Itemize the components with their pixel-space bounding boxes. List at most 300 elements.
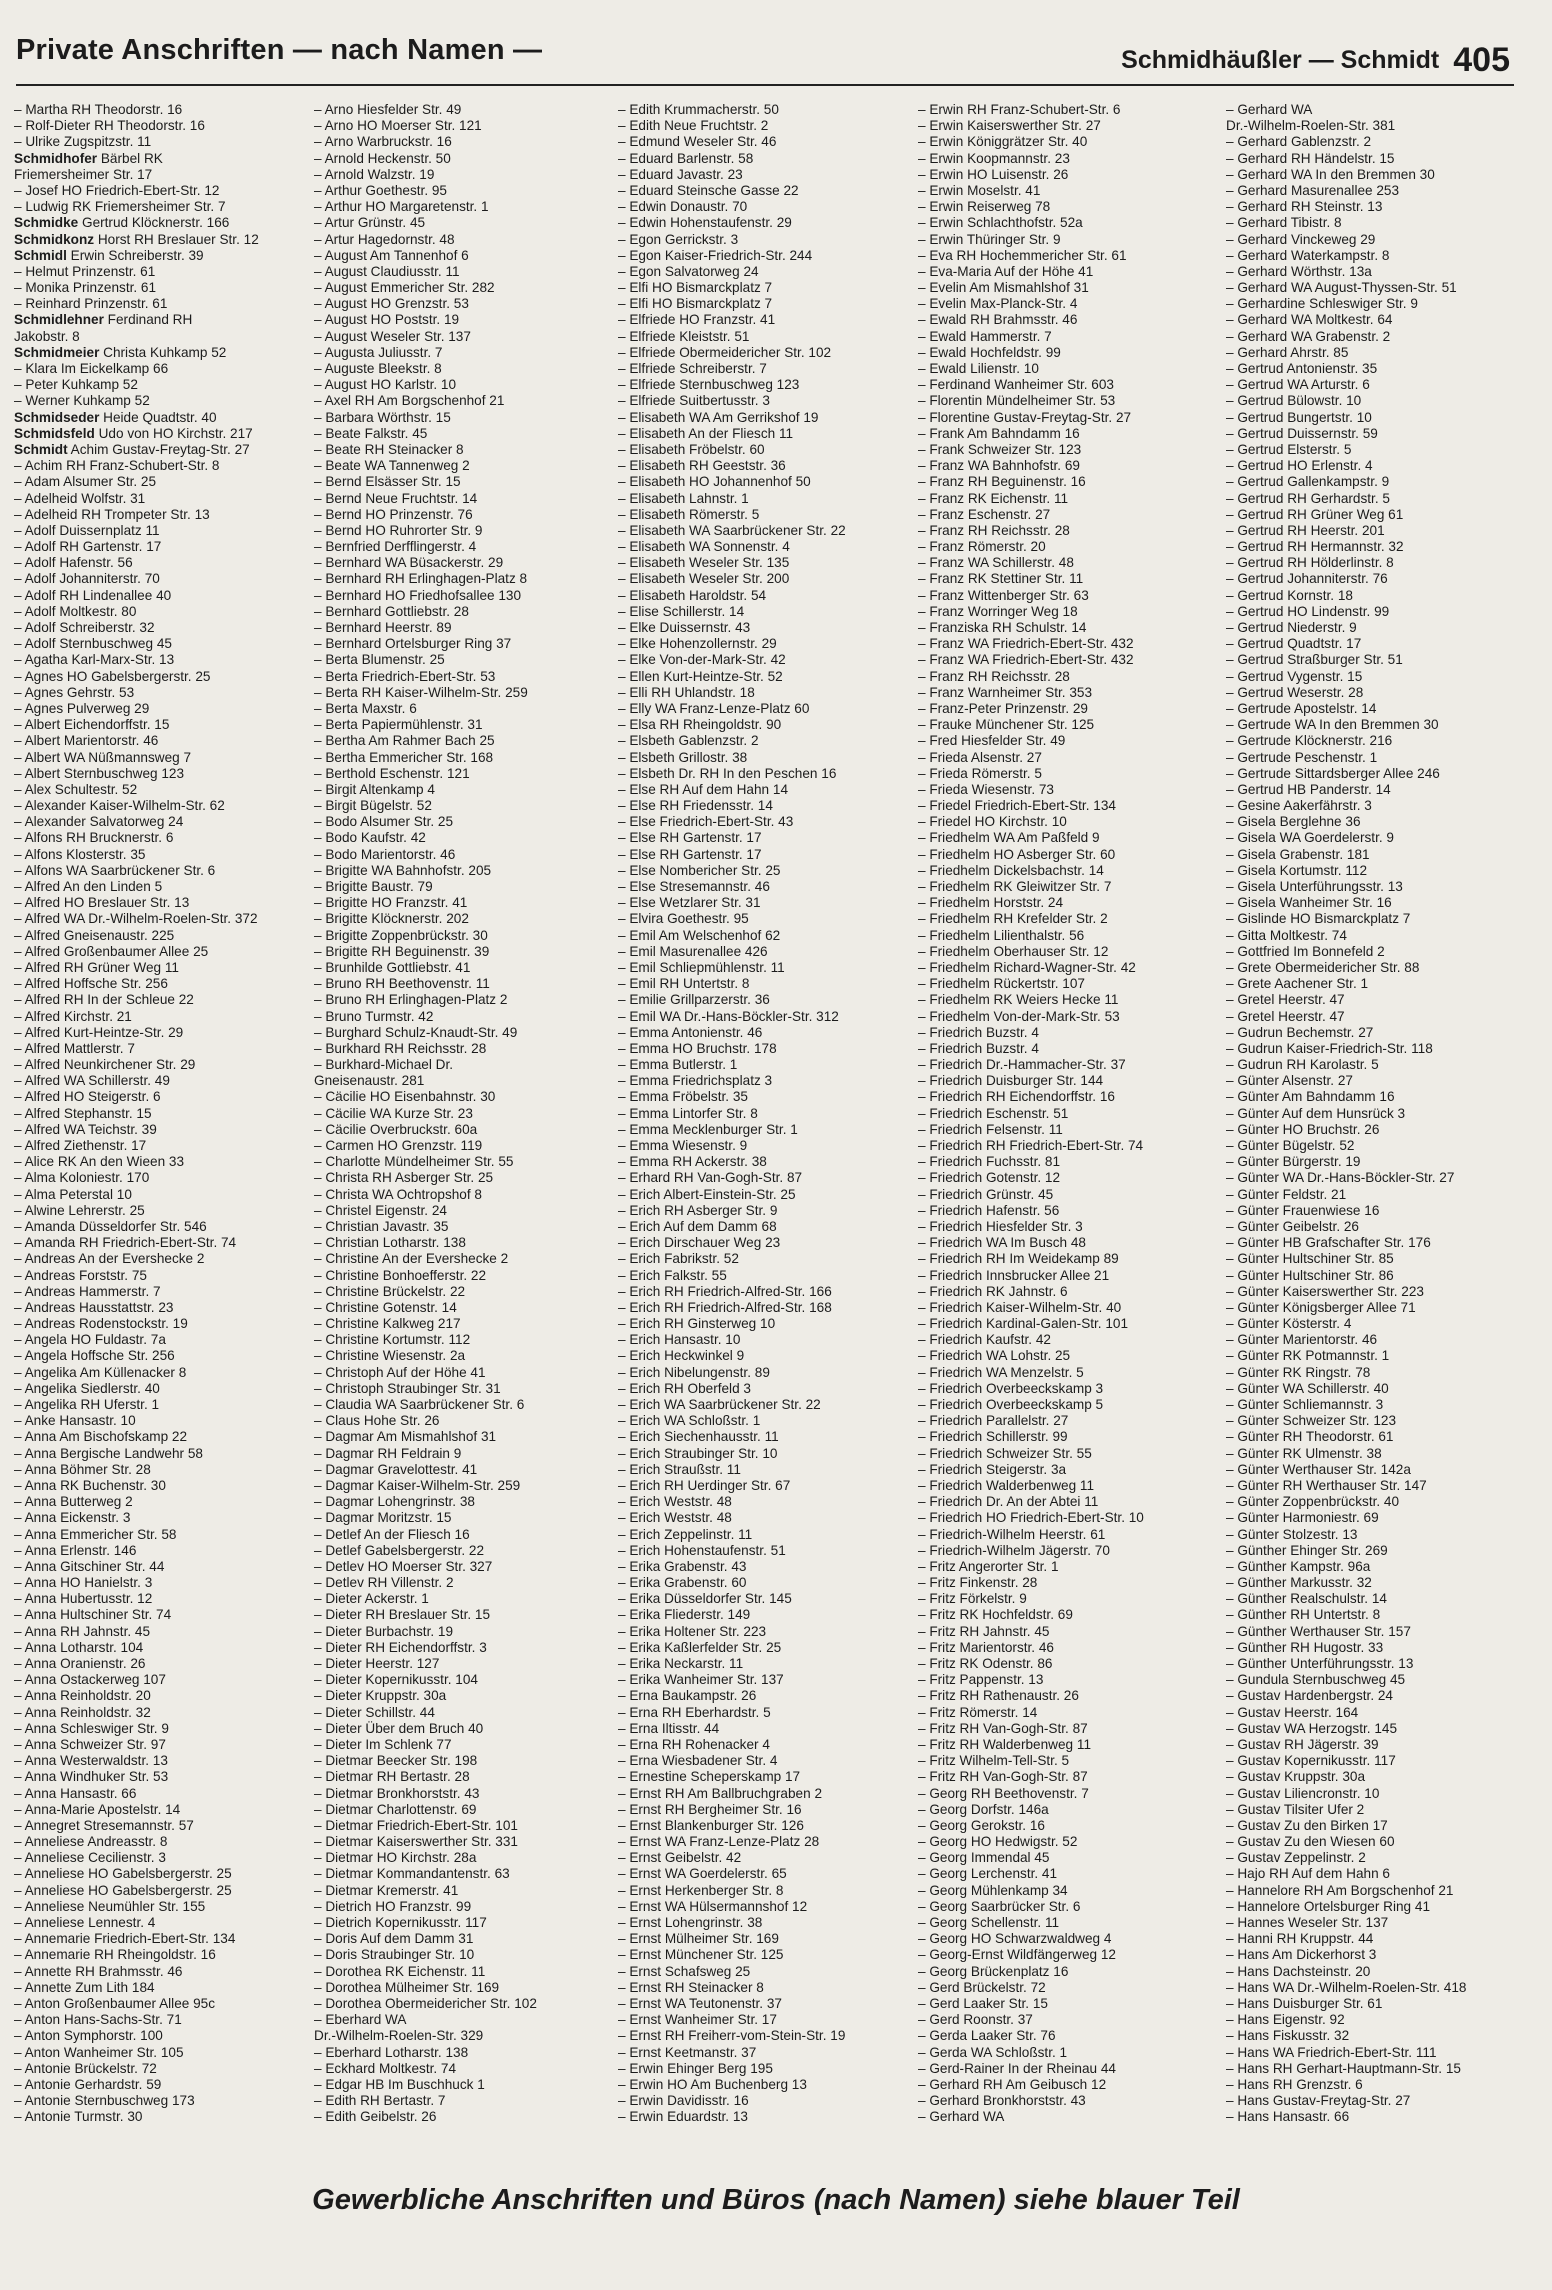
entry-text: – Gerhard RH Steinstr. 13 — [1226, 199, 1383, 215]
directory-entry — [314, 507, 610, 523]
entry-text: – Alexander Salvatorweg 24 — [14, 814, 184, 830]
entry-text: – Ernst WA Teutonenstr. 37 — [618, 1995, 782, 2011]
entry-text: – Dietmar Kaiserswerther Str. 331 — [314, 1834, 518, 1850]
directory-entry — [618, 733, 914, 749]
entry-text: – Friedel HO Kirchstr. 10 — [918, 814, 1067, 830]
entry-text: – Gerhardine Schleswiger Str. 9 — [1226, 296, 1418, 312]
directory-entry — [314, 491, 610, 507]
directory-entry — [14, 1138, 310, 1154]
entry-text: – Franz Worringer Weg 18 — [918, 603, 1078, 619]
directory-entry — [1226, 1413, 1526, 1429]
directory-entry — [1226, 928, 1526, 944]
entry-text: – Günter Kaiserswerther Str. 223 — [1226, 1283, 1424, 1299]
directory-entry — [918, 1672, 1218, 1688]
entry-text: – Erich Dirschauer Weg 23 — [618, 1235, 781, 1251]
directory-entry — [918, 701, 1218, 717]
entry-text: – Erich Weststr. 48 — [618, 1494, 732, 1510]
surname-heading: Schmidke — [14, 215, 79, 231]
directory-entry — [1226, 1381, 1526, 1397]
directory-entry — [14, 2109, 310, 2125]
directory-entry — [14, 442, 310, 458]
directory-entry — [1226, 118, 1526, 134]
entry-text: – Fritz RH Van-Gogh-Str. 87 — [918, 1769, 1088, 1785]
directory-entry — [918, 555, 1218, 571]
entry-text: – Fritz RH Jahnstr. 45 — [918, 1623, 1050, 1639]
directory-entry — [1226, 1834, 1526, 1850]
directory-entry — [1226, 1025, 1526, 1041]
directory-entry — [314, 1753, 610, 1769]
entry-text: – Albert WA Nüßmannsweg 7 — [14, 749, 192, 765]
entry-text: – Günther RH Untertstr. 8 — [1226, 1607, 1381, 1623]
directory-entry — [918, 2028, 1218, 2044]
directory-entry — [14, 183, 310, 199]
entry-text: – Erika Grabenstr. 60 — [618, 1575, 747, 1591]
directory-entry — [618, 1025, 914, 1041]
entry-text: – Elisabeth Fröbelstr. 60 — [618, 441, 765, 457]
entry-text: – Else Wetzlarer Str. 31 — [618, 895, 761, 911]
entry-text: – Fritz Finkenstr. 28 — [918, 1575, 1038, 1591]
directory-entry — [618, 2012, 914, 2028]
directory-entry — [14, 329, 310, 345]
directory-entry — [14, 976, 310, 992]
directory-entry — [618, 2061, 914, 2077]
entry-text: – Egon Salvatorweg 24 — [618, 263, 759, 279]
directory-entry — [618, 151, 914, 167]
directory-entry — [14, 426, 310, 442]
directory-entry — [1226, 1219, 1526, 1235]
entry-text: – Eva-Maria Auf der Höhe 41 — [918, 263, 1094, 279]
directory-entry — [1226, 2077, 1526, 2093]
directory-entry — [314, 766, 610, 782]
entry-text: – Anneliese HO Gabelsbergerstr. 25 — [14, 1882, 232, 1898]
entry-text: – Friedrich Parallelstr. 27 — [918, 1413, 1069, 1429]
entry-text: – Erich Straußstr. 11 — [618, 1461, 741, 1477]
directory-entry — [14, 1089, 310, 1105]
entry-text: – Ernst Mülheimer Str. 169 — [618, 1931, 779, 1947]
entry-text: – Emil Am Welschenhof 62 — [618, 927, 781, 943]
entry-text: – Bernhard WA Büsackerstr. 29 — [314, 555, 504, 571]
entry-text: – Günter HO Bruchstr. 26 — [1226, 1121, 1380, 1137]
entry-text: – Dietmar HO Kirchstr. 28a — [314, 1850, 477, 1866]
entry-text: – Christine An der Eversheckе 2 — [314, 1251, 509, 1267]
directory-entry — [314, 1575, 610, 1591]
directory-entry — [918, 1883, 1218, 1899]
directory-entry — [314, 911, 610, 927]
entry-text: – Friedhelm Horststr. 24 — [918, 895, 1064, 911]
entry-text: – Fritz RK Hochfeldstr. 69 — [918, 1607, 1073, 1623]
directory-entry — [1226, 199, 1526, 215]
directory-entry — [618, 1543, 914, 1559]
entry-text: – Franziska RH Schulstr. 14 — [918, 620, 1087, 635]
directory-entry — [14, 1316, 310, 1332]
directory-entry — [618, 1672, 914, 1688]
directory-entry — [314, 652, 610, 668]
directory-entry — [314, 1235, 610, 1251]
directory-entry — [918, 102, 1218, 118]
entry-text: Horst RH Breslauer Str. 12 — [94, 231, 259, 247]
listing-column-2 — [314, 102, 610, 2172]
directory-entry — [314, 636, 610, 652]
directory-entry — [14, 393, 310, 409]
entry-text: – Ernst RH Steinacker 8 — [618, 1979, 764, 1995]
entry-text: – Georg Immendal 45 — [918, 1850, 1050, 1866]
entry-text: – Erna RH Rohenacker 4 — [618, 1736, 770, 1752]
entry-text: – Angelika RH Uferstr. 1 — [14, 1397, 160, 1412]
directory-entry — [1226, 960, 1526, 976]
entry-text: – Georg HO Hedwigstr. 52 — [918, 1834, 1078, 1850]
entry-text: – Anna HO Hanielstr. 3 — [14, 1575, 153, 1591]
directory-entry — [14, 1737, 310, 1753]
directory-entry — [314, 1624, 610, 1640]
entry-text: – Adelheid Wolfstr. 31 — [14, 490, 146, 506]
entry-text: – Anna Reinholdstr. 20 — [14, 1688, 151, 1704]
directory-entry — [918, 911, 1218, 927]
entry-text: – Dagmar Am Mismahlshof 31 — [314, 1429, 497, 1445]
directory-entry — [14, 1397, 310, 1413]
entry-text: – Eduard Steinsche Gasse 22 — [618, 182, 799, 198]
directory-entry — [1226, 280, 1526, 296]
entry-text: – Peter Kuhkamp 52 — [14, 377, 138, 393]
entry-text: – Günter RK Ulmenstr. 38 — [1226, 1445, 1382, 1461]
directory-entry — [1226, 215, 1526, 231]
directory-entry — [1226, 491, 1526, 507]
directory-entry — [918, 814, 1218, 830]
entry-text: – Annemarie RH Rheingoldstr. 16 — [14, 1947, 216, 1963]
entry-text: – Elisabeth Weseler Str. 200 — [618, 571, 790, 587]
directory-entry — [618, 1737, 914, 1753]
entry-text: – Elsbeth Gablenzstr. 2 — [618, 733, 759, 749]
entry-text: – Günter Frauenwiese 16 — [1226, 1202, 1380, 1218]
entry-text: – Friedrich HO Friedrich-Ebert-Str. 10 — [918, 1510, 1144, 1526]
entry-text: – Christine Brückelstr. 22 — [314, 1283, 466, 1299]
entry-text: – Georg Gerokstr. 16 — [918, 1817, 1045, 1833]
directory-entry — [14, 1365, 310, 1381]
entry-text: – Gertrud HO Erlenstr. 4 — [1226, 458, 1373, 474]
entry-text: – Detlef An der Fliesch 16 — [314, 1526, 470, 1542]
entry-text: – Dieter Kruppstr. 30a — [314, 1688, 447, 1704]
directory-entry — [918, 733, 1218, 749]
directory-entry — [1226, 1753, 1526, 1769]
directory-entry — [618, 1656, 914, 1672]
directory-entry — [918, 1429, 1218, 1445]
entry-text: – Anna Windhuker Str. 53 — [14, 1769, 169, 1785]
directory-entry — [618, 1721, 914, 1737]
entry-text: – Alfons RH Brucknerstr. 6 — [14, 830, 174, 846]
directory-entry — [918, 1947, 1218, 1963]
entry-text: – Christine Kalkweg 217 — [314, 1316, 461, 1332]
directory-entry — [918, 264, 1218, 280]
directory-entry — [14, 1834, 310, 1850]
directory-entry — [314, 312, 610, 328]
entry-text: – Günter RK Potmannstr. 1 — [1226, 1348, 1390, 1364]
entry-text: – Dietmar Kommandantenstr. 63 — [314, 1866, 510, 1882]
entry-text: – Gustav RH Jägerstr. 39 — [1226, 1736, 1379, 1752]
entry-text: – Doris Auf dem Damm 31 — [314, 1931, 474, 1947]
directory-entry — [14, 766, 310, 782]
entry-text: – Anna Oranienstr. 26 — [14, 1656, 146, 1671]
entry-text: – Gerhard Gablenzstr. 2 — [1226, 134, 1372, 150]
directory-entry — [14, 1268, 310, 1284]
entry-text: – Fritz RK Odenstr. 86 — [918, 1656, 1053, 1671]
directory-entry — [314, 1834, 610, 1850]
directory-entry — [314, 1494, 610, 1510]
entry-text: – Arnold Heckenstr. 50 — [314, 150, 451, 166]
directory-entry — [314, 1122, 610, 1138]
entry-text: – Elke Von-der-Mark-Str. 42 — [618, 652, 786, 668]
entry-text: – Bernfried Derfflingerstr. 4 — [314, 539, 477, 555]
entry-text: – Bruno RH Beethovenstr. 11 — [314, 976, 490, 992]
directory-entry — [918, 296, 1218, 312]
entry-text: Bärbel RK — [97, 150, 163, 166]
entry-text: – August Weseler Str. 137 — [314, 328, 471, 344]
directory-entry — [14, 1025, 310, 1041]
directory-entry — [14, 1251, 310, 1267]
directory-entry — [314, 2012, 610, 2028]
directory-entry — [314, 1607, 610, 1623]
entry-text: – Gottfried Im Bonnefeld 2 — [1226, 943, 1385, 959]
entry-text: – Günther Kampstr. 96a — [1226, 1558, 1371, 1574]
entry-text: – Günter Bügelstr. 52 — [1226, 1138, 1355, 1153]
entry-text: – Antonie Gerhardstr. 59 — [14, 2076, 162, 2092]
entry-text: – Anneliese HO Gabelsbergerstr. 25 — [14, 1866, 232, 1882]
entry-text: – Reinhard Prinzenstr. 61 — [14, 296, 168, 312]
directory-entry — [1226, 539, 1526, 555]
entry-text: – Friedhelm Richard-Wagner-Str. 42 — [918, 959, 1136, 975]
entry-text: – Erich Siechenhausstr. 11 — [618, 1429, 779, 1445]
entry-text: – Elfriede Kleiststr. 51 — [618, 328, 750, 344]
directory-entry — [1226, 992, 1526, 1008]
directory-entry — [918, 215, 1218, 231]
directory-entry — [314, 1931, 610, 1947]
entry-text: – Anneliese Cecilienstr. 3 — [14, 1850, 166, 1866]
directory-entry — [618, 1591, 914, 1607]
entry-text: – Erika Holtener Str. 223 — [618, 1623, 767, 1639]
entry-text: – Frauke Münchener Str. 125 — [918, 717, 1095, 733]
directory-entry — [918, 652, 1218, 668]
entry-text: – Gerhard WA — [1226, 102, 1313, 117]
entry-text: Gneisenaustr. 281 — [314, 1073, 425, 1089]
directory-entry — [1226, 798, 1526, 814]
directory-entry — [1226, 766, 1526, 782]
directory-entry — [618, 426, 914, 442]
directory-entry — [14, 1348, 310, 1364]
entry-text: – Elisabeth RH Geeststr. 36 — [618, 458, 786, 474]
directory-entry — [1226, 1721, 1526, 1737]
entry-text: – Andreas Hausstattstr. 23 — [14, 1299, 174, 1315]
directory-entry — [918, 571, 1218, 587]
directory-entry — [1226, 1365, 1526, 1381]
entry-text: – Arnold Walzstr. 19 — [314, 166, 435, 182]
directory-entry — [14, 1786, 310, 1802]
entry-text: – Gertrud Quadtstr. 17 — [1226, 636, 1362, 652]
entry-text: – Erika Fliederstr. 149 — [618, 1607, 751, 1623]
entry-text: – Alfred WA Dr.-Wilhelm-Roelen-Str. 372 — [14, 911, 258, 927]
directory-entry — [618, 507, 914, 523]
entry-text: – Albert Sternbuschweg 123 — [14, 765, 185, 781]
directory-entry — [1226, 1915, 1526, 1931]
listing-columns — [14, 102, 1514, 2172]
entry-text: – Günther Werthauser Str. 157 — [1226, 1623, 1411, 1639]
directory-entry — [618, 1980, 914, 1996]
entry-text: – Detlev HO Moerser Str. 327 — [314, 1558, 493, 1574]
entry-text: – Günter Auf dem Hunsrück 3 — [1226, 1105, 1406, 1121]
entry-text: – Annemarie Friedrich-Ebert-Str. 134 — [14, 1931, 236, 1947]
entry-text: – Günter Schliemannstr. 3 — [1226, 1397, 1384, 1412]
entry-text: – Arno Warbruckstr. 16 — [314, 134, 452, 150]
entry-text: – Erika Düsseldorfer Str. 145 — [618, 1591, 792, 1607]
entry-text: – Gerhard WA — [918, 2109, 1005, 2125]
entry-text: – Georg HO Schwarzwaldweg 4 — [918, 1931, 1112, 1947]
directory-entry — [618, 296, 914, 312]
entry-text: – Erna Iltisstr. 44 — [618, 1720, 720, 1736]
directory-entry — [14, 1203, 310, 1219]
directory-entry — [618, 1640, 914, 1656]
entry-text: – Berta Maxstr. 6 — [314, 700, 417, 716]
entry-text: – Hanni RH Kruppstr. 44 — [1226, 1931, 1374, 1947]
entry-text: – Edwin Hohenstaufenstr. 29 — [618, 215, 792, 231]
entry-text: – Alfred Ziethenstr. 17 — [14, 1138, 147, 1153]
entry-text: – Alfred Großenbaumer Allee 25 — [14, 943, 209, 959]
entry-text: – Christian Javastr. 35 — [314, 1218, 449, 1234]
entry-text: – Alfred WA Teichstr. 39 — [14, 1121, 157, 1137]
directory-entry — [918, 1316, 1218, 1332]
directory-entry — [314, 1510, 610, 1526]
directory-entry — [1226, 426, 1526, 442]
entry-text: – Günter Am Bahndamm 16 — [1226, 1089, 1395, 1105]
directory-entry — [14, 620, 310, 636]
entry-text: – Anna Erlenstr. 146 — [14, 1542, 137, 1558]
directory-entry — [1226, 2028, 1526, 2044]
entry-text: – Adolf Johanniterstr. 70 — [14, 571, 160, 587]
directory-entry — [618, 183, 914, 199]
entry-text: – Alma Peterstal 10 — [14, 1186, 132, 1202]
directory-entry — [314, 1446, 610, 1462]
directory-entry — [14, 1866, 310, 1882]
entry-text: – Gesine Aakerfährstr. 3 — [1226, 798, 1372, 814]
directory-entry — [618, 1996, 914, 2012]
directory-entry — [618, 830, 914, 846]
directory-entry — [618, 1187, 914, 1203]
directory-entry — [14, 782, 310, 798]
entry-text: Dr.-Wilhelm-Roelen-Str. 329 — [314, 2028, 484, 2044]
directory-entry — [918, 928, 1218, 944]
directory-entry — [1226, 1640, 1526, 1656]
directory-entry — [314, 1348, 610, 1364]
entry-text: – Cäcilie Overbruckstr. 60a — [314, 1121, 478, 1137]
directory-entry — [918, 539, 1218, 555]
directory-entry — [1226, 474, 1526, 490]
entry-text: – Berta Friedrich-Ebert-Str. 53 — [314, 668, 496, 684]
entry-text: – Detlef Gabelsbergerstr. 22 — [314, 1542, 485, 1558]
directory-entry — [918, 1413, 1218, 1429]
directory-entry — [618, 1251, 914, 1267]
directory-entry — [618, 944, 914, 960]
entry-text: – Edith Krummacherstr. 50 — [618, 102, 779, 117]
directory-entry — [314, 361, 610, 377]
entry-text: – Ernst RH Am Ballbruchgraben 2 — [618, 1785, 823, 1801]
entry-text: – Gertrud Bungertstr. 10 — [1226, 409, 1372, 425]
entry-text: – August HO Poststr. 19 — [314, 312, 460, 328]
directory-entry — [1226, 167, 1526, 183]
entry-text: – Erwin Schlachthofstr. 52a — [918, 215, 1083, 231]
entry-text: – Anton Großenbaumer Allee 95c — [14, 1995, 216, 2011]
entry-text: – Gerhard WA Moltkestr. 64 — [1226, 312, 1393, 328]
directory-entry — [1226, 1057, 1526, 1073]
entry-text: – Anna Hultschiner Str. 74 — [14, 1607, 172, 1623]
entry-text: – Evelin Am Mismahlshof 31 — [918, 280, 1089, 296]
directory-entry — [14, 685, 310, 701]
directory-entry — [14, 539, 310, 555]
directory-entry — [14, 1009, 310, 1025]
directory-entry — [918, 1138, 1218, 1154]
entry-text: – Günther Realschulstr. 14 — [1226, 1591, 1387, 1607]
entry-text: – Friedrich Walderbenweg 11 — [918, 1477, 1095, 1493]
entry-text: – Alfred Mattlerstr. 7 — [14, 1040, 135, 1056]
entry-text: – Angelika Am Küllenacker 8 — [14, 1364, 187, 1380]
entry-text: – Anton Symphorstr. 100 — [14, 2028, 163, 2044]
directory-entry — [1226, 1138, 1526, 1154]
entry-text: – Friedrich RH Im Weidekamp 89 — [918, 1251, 1119, 1267]
directory-entry — [1226, 2012, 1526, 2028]
entry-text: – Beate WA Tannenweg 2 — [314, 458, 470, 474]
directory-entry — [14, 264, 310, 280]
directory-entry — [918, 1073, 1218, 1089]
entry-text: – Hans Hansastr. 66 — [1226, 2109, 1350, 2125]
entry-text: – Detlev RH Villenstr. 2 — [314, 1575, 454, 1591]
entry-text: – Anneliese Neumühler Str. 155 — [14, 1898, 206, 1914]
entry-text: – Alfred Kirchstr. 21 — [14, 1008, 132, 1024]
directory-entry — [1226, 1656, 1526, 1672]
directory-entry — [1226, 1187, 1526, 1203]
entry-text: – Emil WA Dr.-Hans-Böckler-Str. 312 — [618, 1008, 839, 1024]
entry-text: – Gertrud RH Heerstr. 201 — [1226, 522, 1385, 538]
directory-entry — [1226, 620, 1526, 636]
entry-text: – Hans WA Friedrich-Ebert-Str. 111 — [1226, 2044, 1437, 2060]
directory-entry — [618, 814, 914, 830]
directory-entry — [314, 102, 610, 118]
entry-text: – Gertrude Apostelstr. 14 — [1226, 700, 1377, 716]
entry-text: – Else RH Auf dem Hahn 14 — [618, 781, 789, 797]
directory-entry — [314, 1640, 610, 1656]
directory-entry — [314, 345, 610, 361]
directory-entry — [618, 847, 914, 863]
entry-text: – Ernst Lohengrinstr. 38 — [618, 1915, 763, 1930]
directory-entry — [918, 1915, 1218, 1931]
entry-text: – Dieter Über dem Bruch 40 — [314, 1720, 484, 1736]
directory-entry — [314, 992, 610, 1008]
directory-entry — [1226, 911, 1526, 927]
entry-text: – Elvira Goethestr. 95 — [618, 911, 749, 927]
directory-entry — [314, 1591, 610, 1607]
directory-entry — [14, 1235, 310, 1251]
directory-entry — [14, 1705, 310, 1721]
entry-text: – Elisabeth Lahnstr. 1 — [618, 490, 749, 506]
entry-text: – Hans Am Dickerhorst 3 — [1226, 1947, 1377, 1963]
entry-text: – Günter Marientorstr. 46 — [1226, 1332, 1378, 1348]
directory-entry — [618, 1397, 914, 1413]
entry-text: – Dieter Burbachstr. 19 — [314, 1623, 454, 1639]
entry-text: – Erna RH Eberhardstr. 5 — [618, 1704, 771, 1720]
directory-entry — [314, 1462, 610, 1478]
directory-entry — [618, 2093, 914, 2109]
entry-text: – Gustav Liliencronstr. 10 — [1226, 1785, 1380, 1801]
entry-text: – Gustav Tilsiter Ufer 2 — [1226, 1801, 1365, 1817]
entry-text: – Günter HB Grafschafter Str. 176 — [1226, 1235, 1431, 1251]
entry-text: – Friedrich Buzstr. 4 — [918, 1024, 1039, 1040]
entry-text: – Dagmar Gravelottestr. 41 — [314, 1461, 478, 1477]
entry-text: – Günter Stolzestr. 13 — [1226, 1526, 1358, 1542]
entry-text: – Hannelore Ortelsburger Ring 41 — [1226, 1898, 1431, 1914]
